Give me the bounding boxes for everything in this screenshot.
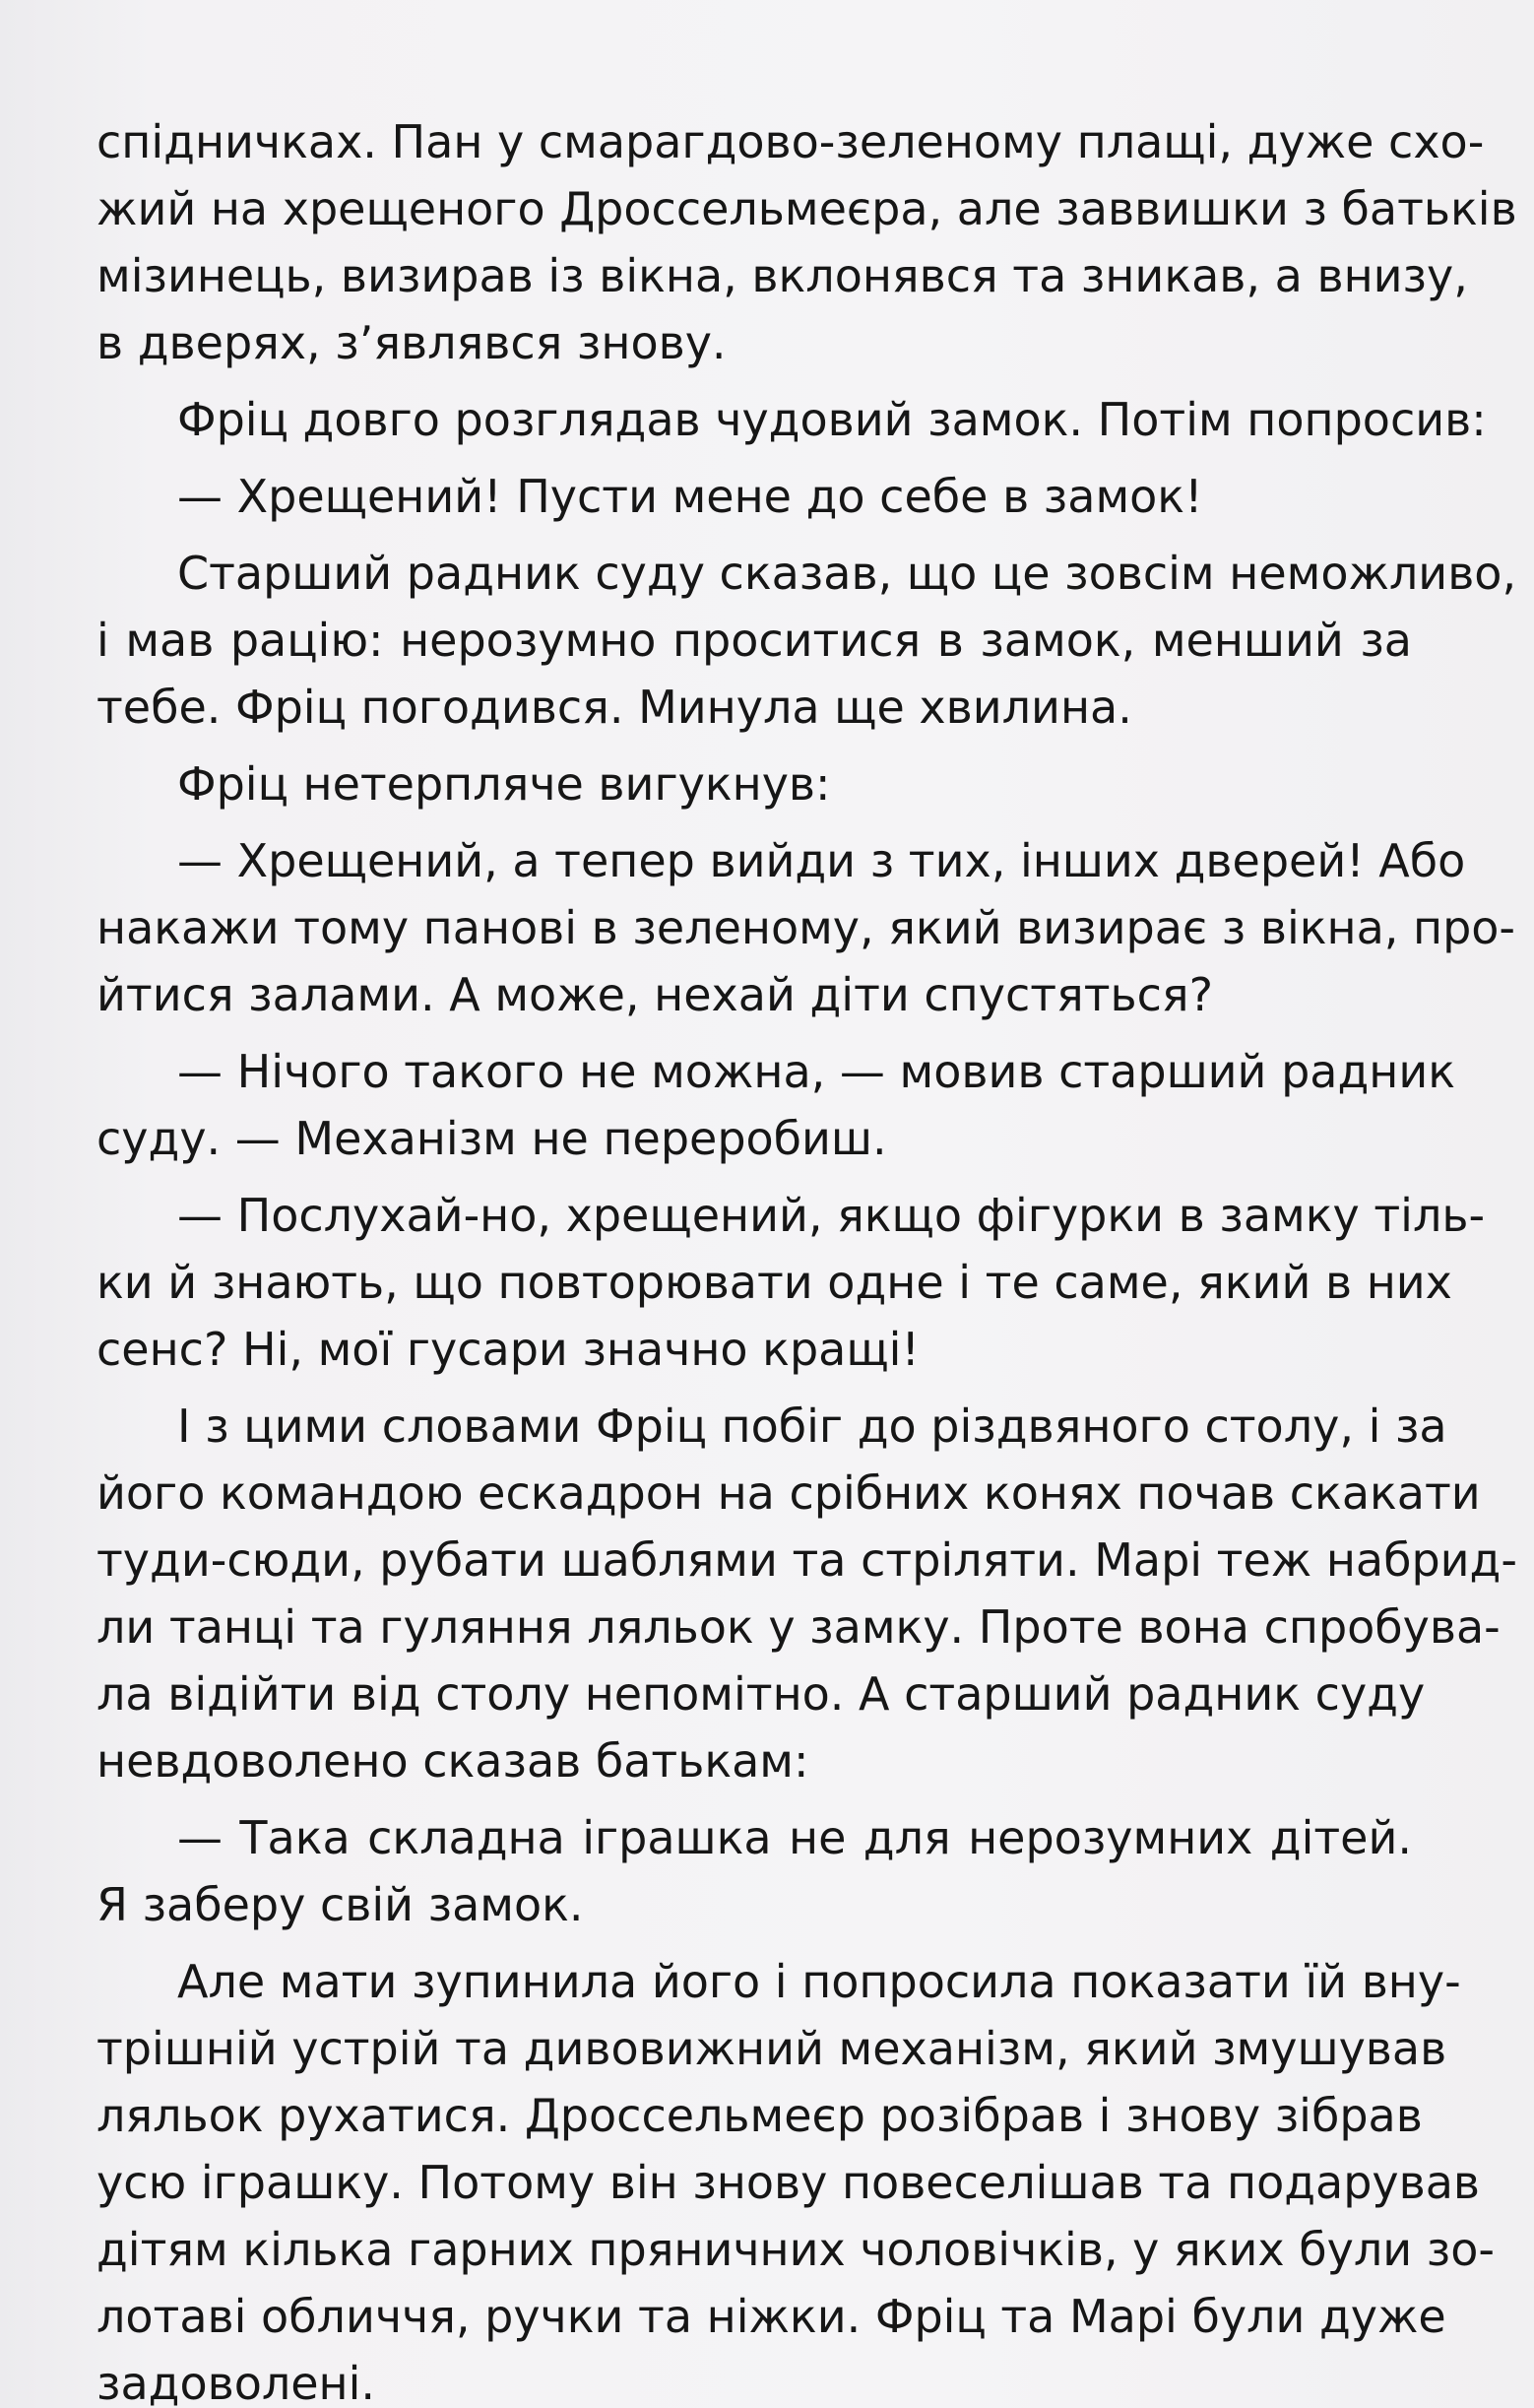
text-line: Фріц нетерпляче вигукнув:: [177, 757, 831, 811]
text-line: Але мати зупинила його і попросила показати їй вну-: [177, 1955, 1461, 2008]
text-line: сенс? Ні, мої гусари значно кращі!: [96, 1323, 920, 1376]
text-line: невдоволено сказав батькам:: [96, 1734, 809, 1788]
text-line: Я заберу свій замок.: [96, 1878, 584, 1931]
text-line: ла відійти від столу непомітно. А старший радник суду: [96, 1667, 1426, 1721]
paragraph-2: [96, 386, 1487, 453]
paragraph-3: [96, 463, 1412, 530]
text-line: спідничках. Пан у смарагдово-зеленому плащі, дуже схо-: [96, 115, 1485, 168]
text-line: — Хрещений! Пусти мене до себе в замок!: [177, 470, 1203, 523]
page-text: [96, 108, 1517, 2408]
text-line: мізинець, визирав із вікна, вклонявся та зникав, а внизу,: [96, 249, 1468, 302]
paragraph-7: [96, 1038, 1456, 1172]
text-line: і мав рацію: нерозумно проситися в замок, менший за: [96, 614, 1412, 667]
text-line: в дверях, з’являвся знову.: [96, 316, 727, 369]
text-line: — Послухай-но, хрещений, якщо фігурки в замку тіль-: [177, 1189, 1486, 1242]
text-line: — Така складна іграшка не для нерозумних дітей.: [177, 1811, 1412, 1864]
text-line: туди-сюди, рубати шаблями та стріляти. Марі теж набрид-: [96, 1533, 1517, 1587]
paragraph-9: [96, 1393, 1517, 1794]
text-line: — Хрещений, а тепер вийди з тих, інших дверей! Або: [177, 834, 1466, 887]
text-line: лотаві обличчя, ручки та ніжки. Фріц та Марі були дуже: [96, 2290, 1446, 2343]
text-line: йтися залами. А може, нехай діти спустяться?: [96, 968, 1214, 1021]
paragraph-5: [96, 750, 1412, 817]
text-line: суду. — Механізм не переробиш.: [96, 1112, 887, 1165]
text-line: жий на хрещеного Дроссельмеєра, але заввишки з батьків: [96, 182, 1517, 235]
text-line: його командою ескадрон на срібних конях почав скакати: [96, 1466, 1481, 1520]
text-line: Старший радник суду сказав, що це зовсім неможливо,: [177, 547, 1517, 600]
text-line: ки й знають, що повторювати одне і те саме, який в них: [96, 1256, 1452, 1309]
text-line: І з цими словами Фріц побіг до різдвяного столу, і за: [177, 1399, 1447, 1453]
text-line: тебе. Фріц погодився. Минула ще хвилина.: [96, 681, 1132, 734]
text-line: ли танці та гуляння ляльок у замку. Проте вона спробува-: [96, 1600, 1501, 1654]
paragraph-6: [96, 827, 1516, 1028]
paragraph-4: [96, 540, 1517, 741]
text-line: накажи тому панові в зеленому, який визирає з вікна, про-: [96, 901, 1516, 954]
paragraph-11: [96, 1948, 1495, 2408]
text-line: задоволені.: [96, 2357, 376, 2408]
paragraph-1: [96, 108, 1517, 376]
paragraph-10: [96, 1804, 1412, 1938]
text-line: трішній устрій та дивовижний механізм, який змушував: [96, 2022, 1447, 2075]
paragraph-8: [96, 1182, 1486, 1383]
text-line: усю іграшку. Потому він знову повеселішав та подарував: [96, 2156, 1481, 2209]
text-line: — Нічого такого не можна, — мовив старший радник: [177, 1045, 1456, 1098]
text-line: Фріц довго розглядав чудовий замок. Потім попросив:: [177, 393, 1487, 446]
text-line: дітям кілька гарних пряничних чоловічків, у яких були зо-: [96, 2223, 1495, 2276]
text-line: ляльок рухатися. Дроссельмеєр розібрав і знову зібрав: [96, 2089, 1423, 2142]
